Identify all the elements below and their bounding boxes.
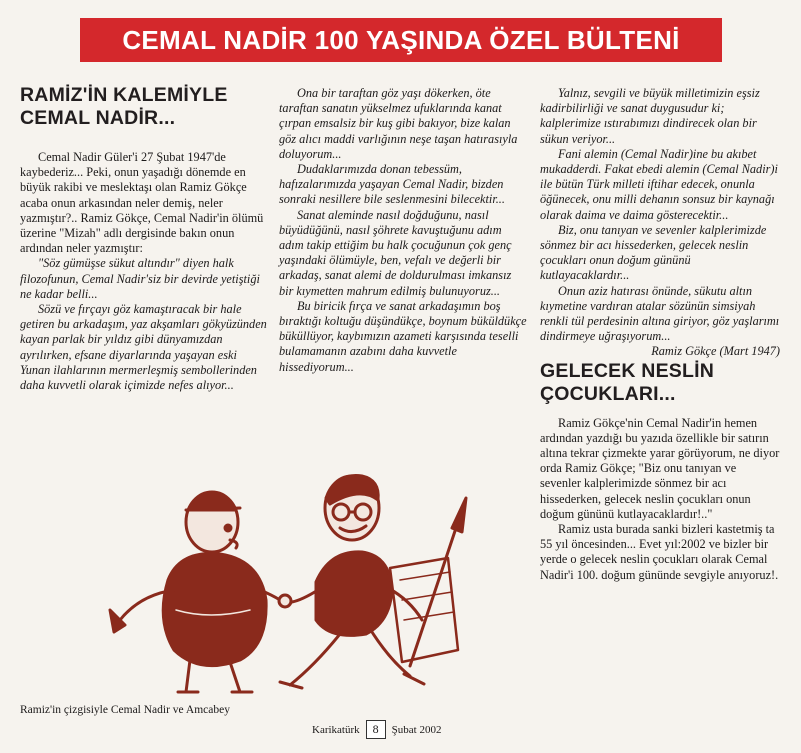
quote-paragraph: Bu biricik fırça ve sanat arkadaşımın boş bıraktığı koltuğu düşündükçe, boynum büküldükçe büküllüyor, kaybımızın azameti karşısında teselli bulamamanın azabını daha kuvvetle hissediyorum... — [279, 298, 527, 374]
article-column-2 — [279, 86, 527, 375]
article-column-1 — [20, 84, 270, 393]
heading-line: CEMAL NADİR... — [20, 107, 176, 129]
bulletin-banner: CEMAL NADİR 100 YAŞINDA ÖZEL BÜLTENİ — [80, 18, 722, 62]
article-heading — [20, 84, 270, 130]
body-paragraph: Ramiz Gökçe'nin Cemal Nadir'in hemen ardından yazdığı bu yazıda özellikle bir satırın altına tekrar çizmekte yarar görüyorum, ne diyor orda Ramiz Gökçe; "Biz onu tanıyan ve sevenler kalplerimizde sönmez bir acı hissederken, gelecek neslin çocukları onun doğum gününü kutlayacaklardır!.." — [540, 415, 780, 521]
amcabey-figure — [110, 492, 280, 692]
body-paragraph: Ramiz usta burada sanki bizleri kastetmiş ta 55 yıl öncesinden... Evet yıl:2002 ve bizler bir yerde o gelecek neslin çocukları olarak Cemal Nadir'i 100. doğum gününde sevgiyle anıyoruz!. — [540, 522, 779, 582]
quote-paragraph: Dudaklarımızda donan tebessüm, hafızalarımızda yaşayan Cemal Nadir, bizden sonraki nesillere bile seslenmesini bilecektir... — [279, 162, 505, 207]
quote-paragraph: Fani alemin (Cemal Nadir)ine bu akıbet mukadderdi. Fakat ebedi alemin (Cemal Nadir)i ile bütün Türk milleti iftihar edecek, onunla öğünecek, onu milli dehanın sonsuz bir kaynağı olarak daima ve daima gösterecektir... — [540, 146, 778, 222]
quote-paragraph: Yalnız, sevgili ve büyük milletimizin eşsiz kadirbilirliği ve sanat duygusudur ki; kalplerimize ıstırabımızı dindirecek olan bir sükun veriyor... — [540, 86, 760, 146]
quote-paragraph: Biz, onu tanıyan ve sevenler kalplerimizde sönmez bir acı hissederken, gelecek neslin çocukları onun doğum gününü kutlayacaklardır... — [540, 222, 767, 283]
article-heading — [540, 360, 780, 406]
quote-paragraph: Onun aziz hatırası önünde, sükutu altın kıymetine vardıran atalar sözünün simsiyah renkli tül perdesinin altına giriyor, göz yaşlarımı dindirmeye uğraşıyorum... — [540, 283, 780, 344]
article-column-3 — [540, 86, 780, 583]
quote-paragraph: Ona bir taraftan göz yaşı dökerken, öte taraftan sanatın yükselmez ufuklarında kanat çırpan emsalsiz bir kuş gibi bakıyor, bize kalan göz alıcı maddi varlığının neşe taşan hatırasıyla doluyorum... — [279, 86, 518, 161]
cartoon-caption: Ramiz'in çizgisiyle Cemal Nadir ve Amcabey — [20, 704, 230, 716]
page-footer — [312, 720, 441, 739]
quote-paragraph: Sanat aleminde nasıl doğduğunu, nasıl büyüdüğünü, nasıl şöhrete kavuştuğunu adım adım takip ettiğim bu halk çocuğunun çok genç yaşındaki ölümüyle, ben, vefalı ve değerli bir arkadaş, sanat alemi de doldurulması imkansız bir kıymetten mahrum edilmiş bulunuyoruz... — [279, 207, 512, 298]
heading-line: ÇOCUKLARI... — [540, 382, 676, 405]
page-number: 8 — [366, 720, 386, 739]
issue-date: Şubat 2002 — [391, 723, 442, 736]
quote-paragraph: "Söz gümüşse sükut altındır" diyen halk filozofunun, Cemal Nadir'siz bir devirde yetiştiği ne kadar belli... — [20, 256, 260, 301]
intro-paragraph: Cemal Nadir Güler'i 27 Şubat 1947'de kaybederiz... Peki, onun yaşadığı dönemde en büyük rakibi ve meslektaşı olan Ramiz Gökçe acaba onun arkasından neler demiş, neler yazmıştır?.. Ramiz Gökçe, Cemal Nadir'in ölümü üzerine "Mizah" adlı dergisinde bakın onun ardından neler yazmıştır: — [20, 150, 264, 256]
heading-line: RAMİZ'İN KALEMİYLE — [20, 84, 228, 106]
heading-line: GELECEK NESLİN — [540, 359, 714, 382]
magazine-name: Karikatürk — [312, 723, 360, 736]
quote-paragraph: Sözü ve fırçayı göz kamaştıracak bir hale getiren bu arkadaşım, yaz akşamları gökyüzünden kayan parlak bir yıldız gibi dünyamızdan ayrılırken, efsane diyarlarında yaşayan eski Yunan ilahlarının mermerleşmiş sembollerinden daha kuvvetli olarak içimizde nefes alıyor... — [20, 302, 267, 393]
signature: Ramiz Gökçe (Mart 1947) — [651, 344, 780, 359]
cemal-nadir-figure — [280, 475, 466, 688]
cartoon-illustration — [90, 470, 490, 695]
